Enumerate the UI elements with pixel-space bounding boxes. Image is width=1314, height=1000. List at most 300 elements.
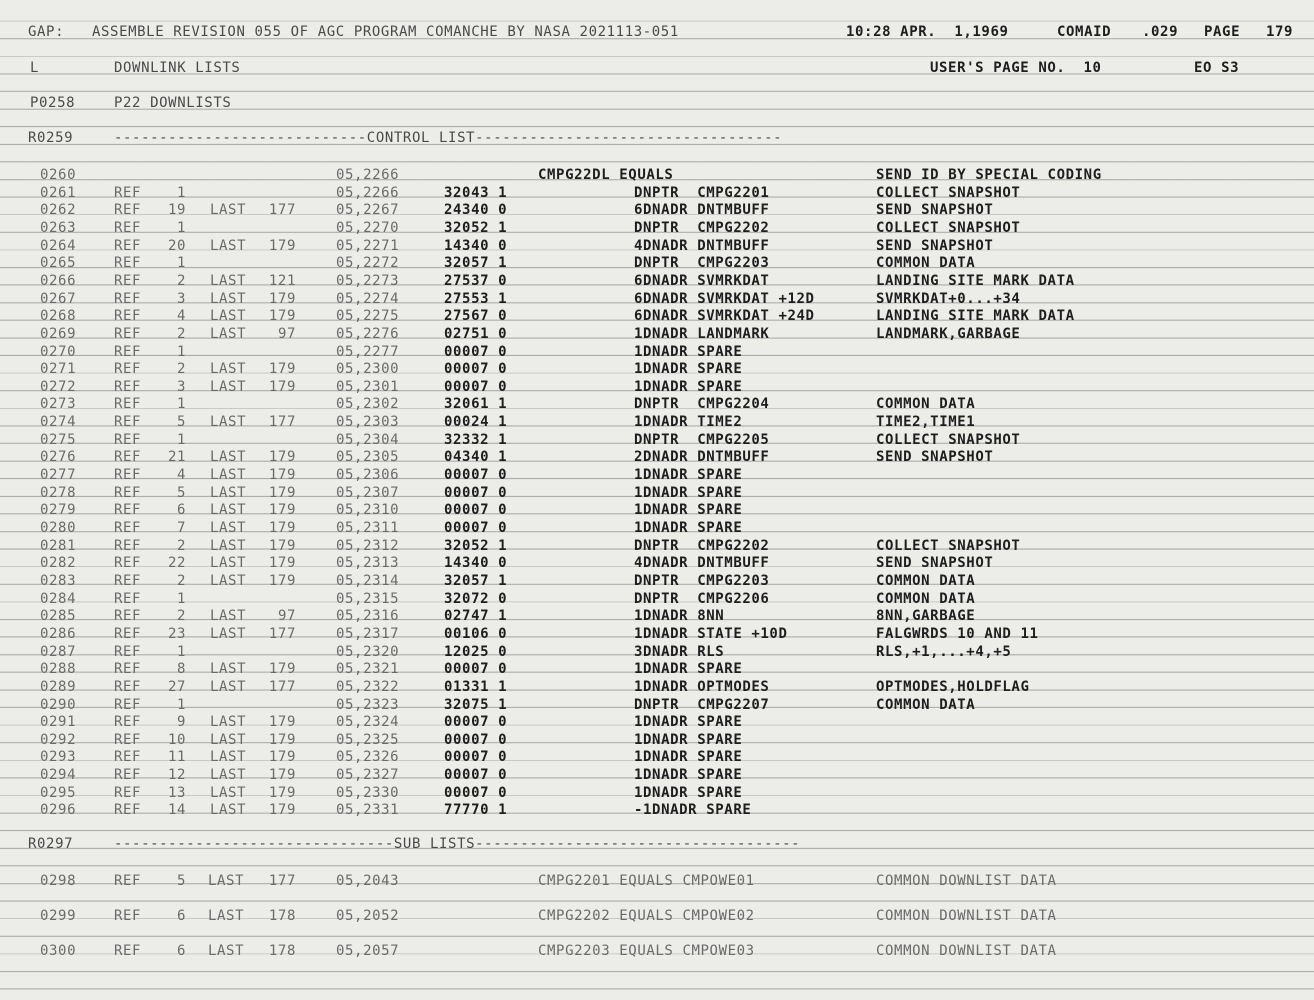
line-number: R0297 xyxy=(28,836,74,852)
operation: 4DNADR DNTMBUFF xyxy=(634,555,770,572)
ref-marker: REF xyxy=(114,608,142,625)
last-page: 179 xyxy=(268,449,296,466)
line-number: 0266 xyxy=(40,272,77,289)
ref-marker: REF xyxy=(114,272,142,289)
ref-marker: REF xyxy=(114,696,142,713)
ref-count: 7 xyxy=(176,520,186,536)
line-number: 0299 xyxy=(40,908,77,924)
last-marker: LAST xyxy=(210,502,247,519)
operation: DNPTR CMPG2207 xyxy=(634,696,770,713)
last-page: 178 xyxy=(268,908,296,924)
ref-marker: REF xyxy=(114,378,142,395)
line-number: 0290 xyxy=(40,696,77,713)
ref-count: 1 xyxy=(176,255,186,272)
last-marker: LAST xyxy=(210,414,247,431)
line-number: 0300 xyxy=(40,943,77,959)
line-number: 0264 xyxy=(40,237,77,254)
octal-value: 00007 0 xyxy=(444,749,508,766)
line-number: 0273 xyxy=(40,396,77,413)
address: 05,2307 xyxy=(336,484,400,501)
listing-row xyxy=(0,800,1314,820)
operation: 1DNADR SPARE xyxy=(634,378,743,395)
label-field: CMPG2202 EQUALS CMPOWE02 xyxy=(538,908,755,924)
sub-list-row xyxy=(0,906,1314,926)
address: 05,2306 xyxy=(336,467,400,484)
ref-count: 12 xyxy=(167,767,186,784)
operation: 1DNADR SPARE xyxy=(634,520,743,536)
last-page: 179 xyxy=(268,537,296,554)
ref-marker: REF xyxy=(114,202,142,219)
operation: 6DNADR SVMRKDAT xyxy=(634,272,770,289)
operation: 6DNADR SVMRKDAT +24D xyxy=(634,308,815,325)
last-marker: LAST xyxy=(210,714,247,731)
ref-marker: REF xyxy=(114,625,142,642)
octal-value: 00024 1 xyxy=(444,414,508,431)
comment: COMMON DATA xyxy=(876,572,976,589)
line-number: P0258 xyxy=(30,95,76,111)
octal-value: 27537 0 xyxy=(444,272,508,289)
last-page: 179 xyxy=(268,520,296,536)
ref-marker: REF xyxy=(114,484,142,501)
operation: DNPTR CMPG2202 xyxy=(634,219,770,236)
ref-count: 5 xyxy=(176,873,186,889)
separator-text: -------------------------------SUB LISTS------------------------------------ xyxy=(114,836,801,852)
comment: COMMON DATA xyxy=(876,396,976,413)
page-number: 179 xyxy=(1266,24,1294,40)
last-page: 179 xyxy=(268,290,296,307)
operation: 1DNADR SPARE xyxy=(634,502,743,519)
last-page: 97 xyxy=(277,608,296,625)
ref-marker: REF xyxy=(114,255,142,272)
last-marker: LAST xyxy=(210,520,247,536)
line-number: 0275 xyxy=(40,431,77,448)
last-marker: LAST xyxy=(210,537,247,554)
line-number: 0281 xyxy=(40,537,77,554)
last-marker: LAST xyxy=(210,449,247,466)
operation: 6DNADR SVMRKDAT +12D xyxy=(634,290,815,307)
octal-value: 00007 0 xyxy=(444,661,508,678)
comment: COMMON DOWNLIST DATA xyxy=(876,943,1057,959)
last-marker: LAST xyxy=(210,325,247,342)
address: 05,2043 xyxy=(336,873,400,889)
address: 05,2325 xyxy=(336,731,400,748)
ref-marker: REF xyxy=(114,731,142,748)
operation: DNPTR CMPG2203 xyxy=(634,572,770,589)
last-marker: LAST xyxy=(210,678,247,695)
last-marker: LAST xyxy=(208,908,245,924)
octal-value: 00007 0 xyxy=(444,520,508,536)
ref-count: 1 xyxy=(176,219,186,236)
last-marker: LAST xyxy=(210,625,247,642)
label-field: CMPG2203 EQUALS CMPOWE03 xyxy=(538,943,755,959)
ref-count: 1 xyxy=(176,343,186,360)
last-marker: LAST xyxy=(208,943,245,959)
address: 05,2305 xyxy=(336,449,400,466)
line-number: 0265 xyxy=(40,255,77,272)
line-number: 0276 xyxy=(40,449,77,466)
octal-value: 04340 1 xyxy=(444,449,508,466)
ref-count: 3 xyxy=(176,290,186,307)
ref-marker: REF xyxy=(114,325,142,342)
octal-value: 32057 1 xyxy=(444,572,508,589)
last-marker: LAST xyxy=(210,802,247,819)
line-number: 0271 xyxy=(40,361,77,378)
section-title: DOWNLINK LISTS xyxy=(114,60,241,76)
operation: 1DNADR SPARE xyxy=(634,484,743,501)
octal-value: 00007 0 xyxy=(444,714,508,731)
octal-value: 32057 1 xyxy=(444,255,508,272)
operation: -1DNADR SPARE xyxy=(634,802,752,819)
last-page: 177 xyxy=(268,873,296,889)
operation: 1DNADR SPARE xyxy=(634,784,743,801)
line-number: 0268 xyxy=(40,308,77,325)
line-number: R0259 xyxy=(28,130,74,146)
ref-count: 21 xyxy=(167,449,186,466)
operation: 1DNADR SPARE xyxy=(634,467,743,484)
address: 05,2300 xyxy=(336,361,400,378)
last-page: 179 xyxy=(268,714,296,731)
line-number: 0270 xyxy=(40,343,77,360)
line-number: 0288 xyxy=(40,661,77,678)
line-number: 0280 xyxy=(40,520,77,536)
label-field: CMPG2201 EQUALS CMPOWE01 xyxy=(538,873,755,889)
operation: 1DNADR SPARE xyxy=(634,714,743,731)
octal-value: 00007 0 xyxy=(444,484,508,501)
last-page: 179 xyxy=(268,802,296,819)
gap-label: GAP: xyxy=(28,24,65,40)
octal-value: 32072 0 xyxy=(444,590,508,607)
control-list-separator xyxy=(0,128,1314,148)
comment: SEND SNAPSHOT xyxy=(876,237,994,254)
last-page: 177 xyxy=(268,625,296,642)
last-marker: LAST xyxy=(210,661,247,678)
sub-list-row xyxy=(0,871,1314,891)
ref-count: 6 xyxy=(176,943,186,959)
address: 05,2270 xyxy=(336,219,400,236)
comment: TIME2,TIME1 xyxy=(876,414,976,431)
last-marker: LAST xyxy=(210,749,247,766)
octal-value: 00007 0 xyxy=(444,731,508,748)
last-page: 177 xyxy=(268,678,296,695)
ref-marker: REF xyxy=(114,431,142,448)
comment: COMMON DOWNLIST DATA xyxy=(876,873,1057,889)
octal-value: 00007 0 xyxy=(444,467,508,484)
address: 05,2052 xyxy=(336,908,400,924)
line-number: 0298 xyxy=(40,873,77,889)
address: 05,2311 xyxy=(336,520,400,536)
address: 05,2310 xyxy=(336,502,400,519)
address: 05,2273 xyxy=(336,272,400,289)
last-marker: LAST xyxy=(210,767,247,784)
operation: 4DNADR DNTMBUFF xyxy=(634,237,770,254)
last-page: 179 xyxy=(268,767,296,784)
comment: SEND ID BY SPECIAL CODING xyxy=(876,167,1102,183)
ref-marker: REF xyxy=(114,590,142,607)
address: 05,2312 xyxy=(336,537,400,554)
address: 05,2272 xyxy=(336,255,400,272)
octal-value: 32052 1 xyxy=(444,537,508,554)
address: 05,2266 xyxy=(336,167,400,183)
ref-marker: REF xyxy=(114,802,142,819)
octal-value: 02747 1 xyxy=(444,608,508,625)
address: 05,2323 xyxy=(336,696,400,713)
comment: COLLECT SNAPSHOT xyxy=(876,184,1021,201)
operation: 6DNADR DNTMBUFF xyxy=(634,202,770,219)
last-marker: LAST xyxy=(210,237,247,254)
eo-label: EO S3 xyxy=(1194,60,1240,76)
octal-value: 32052 1 xyxy=(444,219,508,236)
ref-count: 2 xyxy=(176,325,186,342)
address: 05,2271 xyxy=(336,237,400,254)
octal-value: 14340 0 xyxy=(444,555,508,572)
last-page: 179 xyxy=(268,749,296,766)
octal-value: 00106 0 xyxy=(444,625,508,642)
octal-value: 00007 0 xyxy=(444,502,508,519)
last-page: 179 xyxy=(268,502,296,519)
comment: FALGWRDS 10 AND 11 xyxy=(876,625,1039,642)
ref-marker: REF xyxy=(114,290,142,307)
comment: COMMON DATA xyxy=(876,696,976,713)
line-number: 0296 xyxy=(40,802,77,819)
ref-count: 9 xyxy=(176,714,186,731)
last-marker: LAST xyxy=(210,608,247,625)
octal-value: 01331 1 xyxy=(444,678,508,695)
last-marker: LAST xyxy=(210,731,247,748)
line-number: 0269 xyxy=(40,325,77,342)
ref-count: 8 xyxy=(176,661,186,678)
comment: COLLECT SNAPSHOT xyxy=(876,219,1021,236)
last-marker: LAST xyxy=(210,467,247,484)
comment: COMMON DATA xyxy=(876,255,976,272)
last-marker: LAST xyxy=(210,361,247,378)
address: 05,2275 xyxy=(336,308,400,325)
address: 05,2274 xyxy=(336,290,400,307)
last-marker: LAST xyxy=(210,555,247,572)
address: 05,2327 xyxy=(336,767,400,784)
ref-count: 27 xyxy=(167,678,186,695)
octal-value: 24340 0 xyxy=(444,202,508,219)
octal-value: 32043 1 xyxy=(444,184,508,201)
line-number: 0289 xyxy=(40,678,77,695)
last-marker: LAST xyxy=(210,308,247,325)
label-field: CMPG22DL EQUALS xyxy=(538,167,674,183)
ref-marker: REF xyxy=(114,555,142,572)
ref-marker: REF xyxy=(114,184,142,201)
line-number: 0262 xyxy=(40,202,77,219)
ref-marker: REF xyxy=(114,449,142,466)
ref-count: 6 xyxy=(176,502,186,519)
ref-marker: REF xyxy=(114,943,142,959)
operation: 1DNADR 8NN xyxy=(634,608,725,625)
line-number: 0282 xyxy=(40,555,77,572)
ref-marker: REF xyxy=(114,237,142,254)
line-number: 0292 xyxy=(40,731,77,748)
line-number: 0278 xyxy=(40,484,77,501)
ref-count: 2 xyxy=(176,272,186,289)
operation: 1DNADR TIME2 xyxy=(634,414,743,431)
ref-marker: REF xyxy=(114,467,142,484)
operation: 1DNADR SPARE xyxy=(634,731,743,748)
line-number: 0263 xyxy=(40,219,77,236)
comment: COLLECT SNAPSHOT xyxy=(876,431,1021,448)
last-marker: LAST xyxy=(210,484,247,501)
users-page-number: USER'S PAGE NO. 10 xyxy=(930,60,1102,76)
comment: 8NN,GARBAGE xyxy=(876,608,976,625)
assemble-title: ASSEMBLE REVISION 055 OF AGC PROGRAM COMANCHE BY NASA 2021113-051 xyxy=(92,24,679,40)
octal-value: 14340 0 xyxy=(444,237,508,254)
address: 05,2302 xyxy=(336,396,400,413)
address: 05,2267 xyxy=(336,202,400,219)
operation: DNPTR CMPG2202 xyxy=(634,537,770,554)
ref-count: 1 xyxy=(176,590,186,607)
ref-count: 20 xyxy=(167,237,186,254)
line-number: 0293 xyxy=(40,749,77,766)
octal-value: 27567 0 xyxy=(444,308,508,325)
last-page: 179 xyxy=(268,731,296,748)
ref-count: 23 xyxy=(167,625,186,642)
sub-lists-separator xyxy=(0,834,1314,854)
line-number: 0260 xyxy=(40,167,77,183)
ref-marker: REF xyxy=(114,908,142,924)
operation: 3DNADR RLS xyxy=(634,643,725,660)
last-page: 178 xyxy=(268,943,296,959)
ref-marker: REF xyxy=(114,572,142,589)
line-number: 0286 xyxy=(40,625,77,642)
operation: DNPTR CMPG2205 xyxy=(634,431,770,448)
comment: SEND SNAPSHOT xyxy=(876,202,994,219)
address: 05,2315 xyxy=(336,590,400,607)
octal-value: 02751 0 xyxy=(444,325,508,342)
line-number: 0295 xyxy=(40,784,77,801)
address: 05,2276 xyxy=(336,325,400,342)
ref-count: 3 xyxy=(176,378,186,395)
line-number: 0279 xyxy=(40,502,77,519)
operation: 1DNADR SPARE xyxy=(634,361,743,378)
ref-marker: REF xyxy=(114,784,142,801)
ref-count: 1 xyxy=(176,396,186,413)
ref-marker: REF xyxy=(114,678,142,695)
comment: SEND SNAPSHOT xyxy=(876,449,994,466)
octal-value: 00007 0 xyxy=(444,378,508,395)
line-number: 0285 xyxy=(40,608,77,625)
line-number: 0294 xyxy=(40,767,77,784)
comment: RLS,+1,...+4,+5 xyxy=(876,643,1012,660)
last-page: 179 xyxy=(268,467,296,484)
octal-value: 12025 0 xyxy=(444,643,508,660)
comaid-label: COMAID xyxy=(1057,24,1112,40)
ref-marker: REF xyxy=(114,414,142,431)
ref-count: 1 xyxy=(176,184,186,201)
last-page: 179 xyxy=(268,308,296,325)
operation: 1DNADR SPARE xyxy=(634,661,743,678)
ref-count: 1 xyxy=(176,696,186,713)
last-page: 179 xyxy=(268,572,296,589)
last-page: 179 xyxy=(268,237,296,254)
operation: 1DNADR STATE +10D xyxy=(634,625,788,642)
address: 05,2277 xyxy=(336,343,400,360)
operation: 1DNADR LANDMARK xyxy=(634,325,770,342)
line-number: 0291 xyxy=(40,714,77,731)
ref-count: 2 xyxy=(176,361,186,378)
ref-marker: REF xyxy=(114,396,142,413)
operation: 1DNADR SPARE xyxy=(634,749,743,766)
line-number: 0261 xyxy=(40,184,77,201)
ref-count: 4 xyxy=(176,467,186,484)
last-page: 177 xyxy=(268,414,296,431)
ref-count: 2 xyxy=(176,572,186,589)
ref-count: 19 xyxy=(167,202,186,219)
last-page: 177 xyxy=(268,202,296,219)
line-number: 0277 xyxy=(40,467,77,484)
last-page: 179 xyxy=(268,661,296,678)
page-label: PAGE xyxy=(1204,24,1241,40)
ref-marker: REF xyxy=(114,767,142,784)
operation: 2DNADR DNTMBUFF xyxy=(634,449,770,466)
address: 05,2314 xyxy=(336,572,400,589)
ref-marker: REF xyxy=(114,219,142,236)
address: 05,2330 xyxy=(336,784,400,801)
operation: DNPTR CMPG2204 xyxy=(634,396,770,413)
octal-value: 00007 0 xyxy=(444,767,508,784)
octal-value: 27553 1 xyxy=(444,290,508,307)
address: 05,2266 xyxy=(336,184,400,201)
octal-value: 32332 1 xyxy=(444,431,508,448)
address: 05,2326 xyxy=(336,749,400,766)
line-number: 0272 xyxy=(40,378,77,395)
address: 05,2317 xyxy=(336,625,400,642)
address: 05,2321 xyxy=(336,661,400,678)
last-marker: LAST xyxy=(210,290,247,307)
ref-marker: REF xyxy=(114,661,142,678)
address: 05,2057 xyxy=(336,943,400,959)
octal-value: 00007 0 xyxy=(444,343,508,360)
separator-text: ----------------------------CONTROL LIST---------------------------------- xyxy=(114,130,783,146)
ref-count: 5 xyxy=(176,414,186,431)
address: 05,2313 xyxy=(336,555,400,572)
listing-header xyxy=(0,22,1314,42)
line-number: 0284 xyxy=(40,590,77,607)
last-marker: LAST xyxy=(210,784,247,801)
last-page: 179 xyxy=(268,361,296,378)
operation: 1DNADR OPTMODES xyxy=(634,678,770,695)
ref-count: 2 xyxy=(176,608,186,625)
comment: LANDMARK,GARBAGE xyxy=(876,325,1021,342)
address: 05,2303 xyxy=(336,414,400,431)
address: 05,2316 xyxy=(336,608,400,625)
ref-count: 4 xyxy=(176,308,186,325)
ref-count: 2 xyxy=(176,537,186,554)
address: 05,2320 xyxy=(336,643,400,660)
last-page: 179 xyxy=(268,784,296,801)
comment: SVMRKDAT+0...+34 xyxy=(876,290,1021,307)
address: 05,2324 xyxy=(336,714,400,731)
comment: COLLECT SNAPSHOT xyxy=(876,537,1021,554)
ref-count: 5 xyxy=(176,484,186,501)
last-marker: LAST xyxy=(210,272,247,289)
address: 05,2331 xyxy=(336,802,400,819)
comment: LANDING SITE MARK DATA xyxy=(876,308,1075,325)
address: 05,2304 xyxy=(336,431,400,448)
ref-count: 14 xyxy=(167,802,186,819)
comment: OPTMODES,HOLDFLAG xyxy=(876,678,1030,695)
version-label: .029 xyxy=(1142,24,1179,40)
operation: DNPTR CMPG2206 xyxy=(634,590,770,607)
ref-marker: REF xyxy=(114,643,142,660)
operation: DNPTR CMPG2201 xyxy=(634,184,770,201)
last-page: 97 xyxy=(277,325,296,342)
sub-list-row xyxy=(0,941,1314,961)
last-page: 179 xyxy=(268,555,296,572)
